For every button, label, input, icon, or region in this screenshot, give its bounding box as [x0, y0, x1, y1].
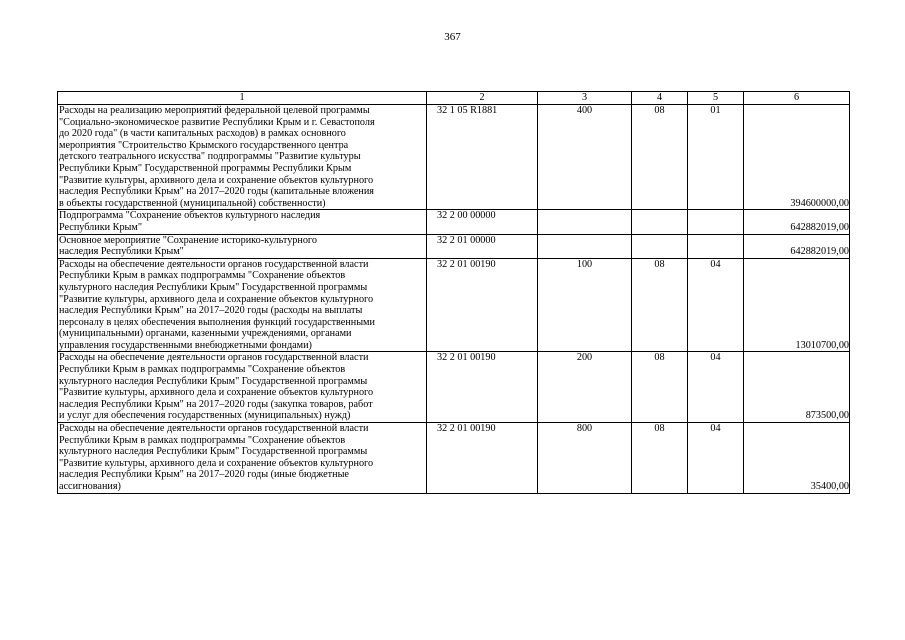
row-col3 [538, 234, 632, 258]
header-cell-6: 6 [744, 92, 850, 105]
table-row [58, 210, 850, 234]
row-col3: 400 [538, 105, 632, 210]
row-col4: 08 [632, 258, 688, 352]
header-cell-3: 3 [538, 92, 632, 105]
row-description: Основное мероприятие "Сохранение историко-культурного наследия Республики Крым" [58, 234, 427, 258]
row-col3: 100 [538, 258, 632, 352]
row-amount: 394600000,00 [744, 105, 850, 210]
header-cell-2: 2 [427, 92, 538, 105]
row-col4 [632, 234, 688, 258]
row-col4 [632, 210, 688, 234]
row-col5: 04 [688, 423, 744, 494]
row-description: Расходы на обеспечение деятельности органов государственной власти Республики Крым в рамках подпрограммы "Сохранение объектов культурного наследия Республики Крым" Государственной программы "Развитие культуры, архивного дела и сохранение объектов культурного наследия Республики Крым" на 2017–2020 годы (иные бюджетные ассигнования) [58, 423, 427, 494]
header-cell-4: 4 [632, 92, 688, 105]
row-amount: 873500,00 [744, 352, 850, 423]
row-code: 32 2 01 00190 [427, 423, 538, 494]
header-row [58, 92, 850, 105]
row-description: Расходы на обеспечение деятельности органов государственной власти Республики Крым в рамках подпрограммы "Сохранение объектов культурного наследия Республики Крым" Государственной программы "Развитие культуры, архивного дела и сохранение объектов культурного наследия Республики Крым" на 2017–2020 годы (закупка товаров, работ и услуг для обеспечения государственных (муниципальных) нужд) [58, 352, 427, 423]
row-description: Подпрограмма "Сохранение объектов культурного наследия Республики Крым" [58, 210, 427, 234]
row-description: Расходы на реализацию мероприятий федеральной целевой программы "Социально-экономическое развитие Республики Крым и г. Севастополя до 2020 года" (в части капитальных расходов) в рамках основного мероприятия "Строительство Крымского государственного центра детского театрального искусства" подпрограммы "Развитие культуры Республики Крым" Государственной программы Республики Крым "Развитие культуры, архивного дела и сохранение объектов культурного наследия Республики Крым" на 2017–2020 годы (капитальные вложения в объекты государственной (муниципальной) собственности) [58, 105, 427, 210]
row-code: 32 2 00 00000 [427, 210, 538, 234]
table-row [58, 352, 850, 423]
row-description: Расходы на обеспечение деятельности органов государственной власти Республики Крым в рамках подпрограммы "Сохранение объектов культурного наследия Республики Крым" Государственной программы "Развитие культуры, архивного дела и сохранение объектов культурного наследия Республики Крым" на 2017–2020 годы (расходы на выплаты персоналу в целях обеспечения выполнения функций государственными (муниципальными) органами, казенными учреждениями, органами управления государственными внебюджетными фондами) [58, 258, 427, 352]
table-row [58, 234, 850, 258]
row-amount: 642882019,00 [744, 210, 850, 234]
row-code: 32 1 05 R1881 [427, 105, 538, 210]
table-row [58, 423, 850, 494]
row-col4: 08 [632, 105, 688, 210]
row-col5 [688, 234, 744, 258]
table-row [58, 258, 850, 352]
page-number: 367 [444, 31, 461, 43]
row-code: 32 2 01 00190 [427, 258, 538, 352]
row-amount: 642882019,00 [744, 234, 850, 258]
row-col4: 08 [632, 352, 688, 423]
row-col3 [538, 210, 632, 234]
row-code: 32 2 01 00000 [427, 234, 538, 258]
row-amount: 13010700,00 [744, 258, 850, 352]
row-col3: 800 [538, 423, 632, 494]
row-col5 [688, 210, 744, 234]
budget-table [57, 91, 850, 494]
row-amount: 35400,00 [744, 423, 850, 494]
row-col5: 04 [688, 352, 744, 423]
row-col5: 01 [688, 105, 744, 210]
table-row [58, 105, 850, 210]
header-cell-1: 1 [58, 92, 427, 105]
table-body [58, 92, 850, 494]
row-col3: 200 [538, 352, 632, 423]
row-col4: 08 [632, 423, 688, 494]
row-code: 32 2 01 00190 [427, 352, 538, 423]
row-col5: 04 [688, 258, 744, 352]
header-cell-5: 5 [688, 92, 744, 105]
